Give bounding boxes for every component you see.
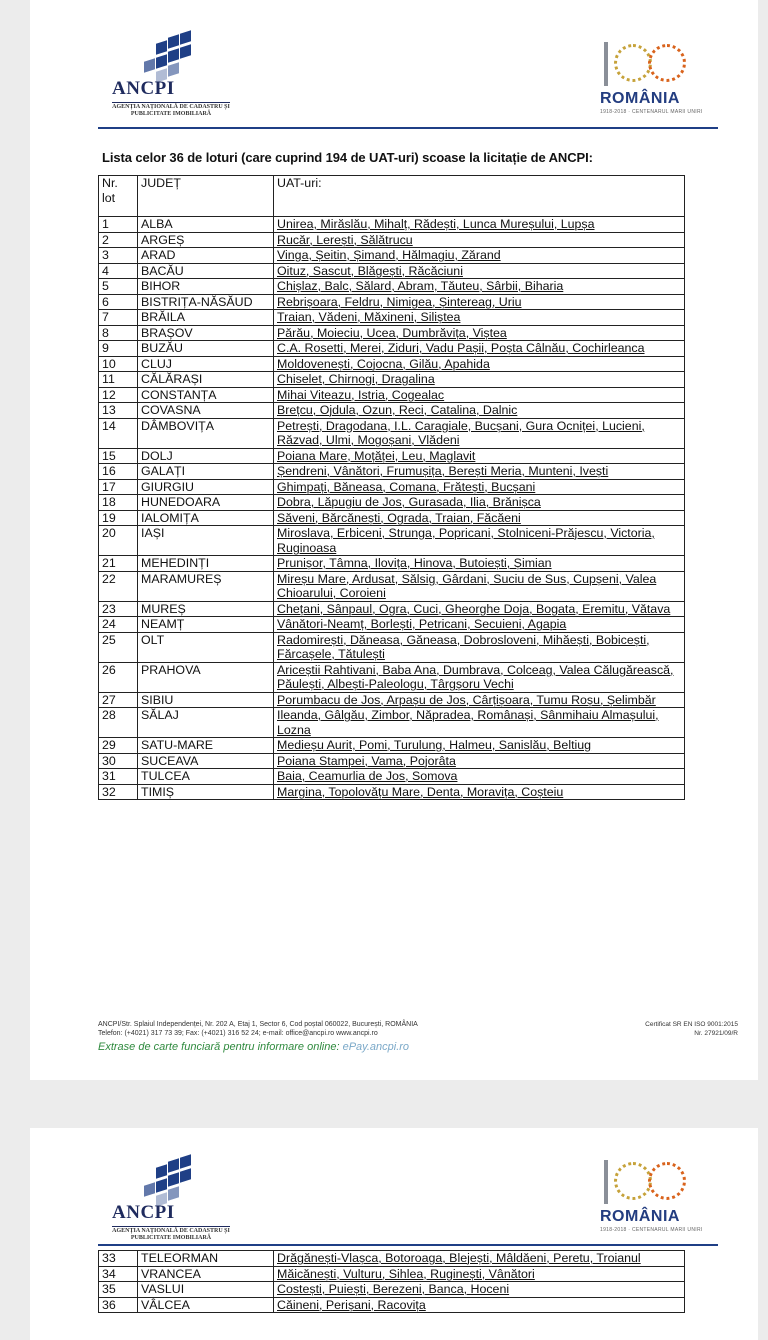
uat-list-cell: Poiana Mare, Moțăței, Leu, Maglavit: [274, 448, 685, 464]
uat-list-cell: Mireșu Mare, Ardusat, Sălsig, Gârdani, Suciu de Sus, Cupșeni, Valea Chioarului, Coroieni: [274, 571, 685, 601]
uat-list-cell: Șendreni, Vânători, Frumușița, Berești Meria, Munteni, Ivești: [274, 464, 685, 480]
footer-certificate: [608, 1020, 738, 1038]
lots-table: [98, 175, 685, 800]
lot-number-cell: 29: [99, 738, 138, 754]
county-cell: MEHEDINȚI: [138, 556, 274, 572]
lots-table-continued: [98, 1250, 685, 1313]
lot-number-cell: 13: [99, 403, 138, 419]
county-cell: DÂMBOVIȚA: [138, 418, 274, 448]
lot-number-cell: 20: [99, 526, 138, 556]
county-cell: ARAD: [138, 248, 274, 264]
table-row: [99, 1282, 685, 1298]
uat-list-cell: Dobra, Lăpugiu de Jos, Gurasada, Ilia, Brănișca: [274, 495, 685, 511]
county-cell: SATU-MARE: [138, 738, 274, 754]
ancpi-squares-icon: [142, 1154, 202, 1204]
county-cell: ALBA: [138, 217, 274, 233]
document-title: Lista celor 36 de loturi (care cuprind 194 de UAT-uri) scoase la licitație de ANCPI:: [102, 150, 593, 165]
county-cell: TELEORMAN: [138, 1251, 274, 1267]
centenary-one-mark: [604, 1160, 608, 1204]
county-cell: ARGEȘ: [138, 232, 274, 248]
table-row: [99, 341, 685, 357]
county-cell: BISTRIȚA-NĂSĂUD: [138, 294, 274, 310]
county-cell: IAȘI: [138, 526, 274, 556]
county-cell: CĂLĂRAȘI: [138, 372, 274, 388]
uat-list-cell: Prunișor, Tâmna, Ilovița, Hinova, Butoiești, Șimian: [274, 556, 685, 572]
uat-list-cell: Săveni, Bărcănești, Ograda, Traian, Făcăeni: [274, 510, 685, 526]
lot-number-cell: 1: [99, 217, 138, 233]
centenary-brand-text: ROMÂNIA: [600, 90, 680, 107]
county-cell: VÂLCEA: [138, 1297, 274, 1313]
county-cell: IALOMIȚA: [138, 510, 274, 526]
footer-epay: [98, 1043, 738, 1052]
table-row: [99, 601, 685, 617]
ancpi-logo: [112, 30, 242, 125]
lot-number-cell: 21: [99, 556, 138, 572]
table-row: [99, 708, 685, 738]
lot-number-cell: 7: [99, 310, 138, 326]
uat-list-cell: Vinga, Șeitin, Șimand, Hălmagiu, Zărand: [274, 248, 685, 264]
lot-number-cell: 28: [99, 708, 138, 738]
ancpi-logo-text: ANCPI: [112, 78, 175, 99]
table-row: [99, 279, 685, 295]
table-row: [99, 356, 685, 372]
header-lot: Nr. lot: [99, 176, 138, 217]
lot-number-cell: 9: [99, 341, 138, 357]
lot-number-cell: 16: [99, 464, 138, 480]
ancpi-logo-subtitle: AGENȚIA NAȚIONALĂ DE CADASTRU ȘI PUBLICITATE IMOBILIARĂ: [112, 1228, 230, 1241]
county-cell: CONSTANȚA: [138, 387, 274, 403]
table-row: [99, 495, 685, 511]
county-cell: GIURGIU: [138, 479, 274, 495]
uat-list-cell: Rucăr, Lerești, Sălătrucu: [274, 232, 685, 248]
county-cell: NEAMȚ: [138, 617, 274, 633]
uat-list-cell: Chișlaz, Balc, Sălard, Abram, Tăuteu, Sârbii, Biharia: [274, 279, 685, 295]
header-divider: [98, 1244, 718, 1246]
lot-number-cell: 19: [99, 510, 138, 526]
lot-number-cell: 14: [99, 418, 138, 448]
ancpi-logo-text: ANCPI: [112, 1202, 175, 1223]
county-cell: SUCEAVA: [138, 753, 274, 769]
table-row: [99, 263, 685, 279]
table-row: [99, 387, 685, 403]
table-row: [99, 632, 685, 662]
centenary-ring-icon: [614, 1162, 652, 1200]
lot-number-cell: 24: [99, 617, 138, 633]
uat-list-cell: Unirea, Mirăslău, Mihalț, Rădești, Lunca Mureșului, Lupșa: [274, 217, 685, 233]
uat-list-cell: Poiana Stampei, Vama, Pojorâta: [274, 753, 685, 769]
lot-number-cell: 27: [99, 692, 138, 708]
certificate-text: Certificat SR EN ISO 9001:2015: [645, 1021, 738, 1028]
footer-address: ANCPI/Str. Splaiul Independenței, Nr. 202 A, Etaj 1, Sector 6, Cod poștal 060022, București, ROMÂNIA: [98, 1021, 418, 1028]
county-cell: PRAHOVA: [138, 662, 274, 692]
header-uat: UAT-uri:: [274, 176, 685, 217]
lot-number-cell: 4: [99, 263, 138, 279]
header-judet: JUDEȚ: [138, 176, 274, 217]
uat-list-cell: Mihai Viteazu, Istria, Cogealac: [274, 387, 685, 403]
document-page-2: [30, 1128, 758, 1340]
lot-number-cell: 25: [99, 632, 138, 662]
lot-number-cell: 12: [99, 387, 138, 403]
county-cell: TULCEA: [138, 769, 274, 785]
uat-list-cell: Ghimpați, Băneasa, Comana, Frătești, Bucșani: [274, 479, 685, 495]
uat-list-cell: Căineni, Perișani, Racovița: [274, 1297, 685, 1313]
table-row: [99, 556, 685, 572]
county-cell: BIHOR: [138, 279, 274, 295]
centenary-subtitle: 1918-2018 · CENTENARUL MARII UNIRI: [600, 1227, 703, 1233]
header-divider: [98, 127, 718, 129]
table-row: [99, 1266, 685, 1282]
centenary-brand-text: ROMÂNIA: [600, 1208, 680, 1225]
centenary-logo: [598, 1156, 710, 1238]
document-page-1: [30, 0, 758, 1080]
uat-list-cell: Costești, Puiești, Berezeni, Banca, Hoceni: [274, 1282, 685, 1298]
uat-list-cell: Medieșu Aurit, Pomi, Turulung, Halmeu, Sanislău, Beltiug: [274, 738, 685, 754]
table-row: [99, 217, 685, 233]
table-row: [99, 510, 685, 526]
certificate-number: Nr. 27921/09/R: [694, 1030, 738, 1037]
county-cell: VASLUI: [138, 1282, 274, 1298]
lot-number-cell: 15: [99, 448, 138, 464]
uat-list-cell: Baia, Ceamurlia de Jos, Somova: [274, 769, 685, 785]
table-row: [99, 448, 685, 464]
table-row: [99, 753, 685, 769]
epay-link[interactable]: ePay.ancpi.ro: [342, 1041, 410, 1053]
uat-list-cell: Porumbacu de Jos, Arpașu de Jos, Cârțișoara, Tumu Roșu, Șelimbăr: [274, 692, 685, 708]
centenary-one-mark: [604, 42, 608, 86]
table-row: [99, 1297, 685, 1313]
table-row: [99, 372, 685, 388]
epay-text: Extrase de carte funciară pentru informare online:: [98, 1041, 340, 1053]
lot-number-cell: 8: [99, 325, 138, 341]
table-row: [99, 248, 685, 264]
footer-contact: Telefon: (+4021) 317 73 39; Fax: (+4021) 316 52 24; e-mail: office@ancpi.ro www.ancpi.ro: [98, 1030, 378, 1037]
county-cell: HUNEDOARA: [138, 495, 274, 511]
uat-list-cell: Rebrișoara, Feldru, Nimigea, Șintereag, Uriu: [274, 294, 685, 310]
table-row: [99, 571, 685, 601]
lot-number-cell: 5: [99, 279, 138, 295]
lot-number-cell: 35: [99, 1282, 138, 1298]
table-row: [99, 617, 685, 633]
lot-number-cell: 23: [99, 601, 138, 617]
lot-number-cell: 3: [99, 248, 138, 264]
table-row: [99, 479, 685, 495]
uat-list-cell: Moldovenești, Cojocna, Gilău, Apahida: [274, 356, 685, 372]
uat-list-cell: Radomirești, Dăneasa, Găneasa, Dobrosloveni, Mihăești, Bobicești, Fărcașele, Tătulești: [274, 632, 685, 662]
lot-number-cell: 10: [99, 356, 138, 372]
lot-number-cell: 32: [99, 784, 138, 800]
county-cell: BRĂILA: [138, 310, 274, 326]
lot-number-cell: 34: [99, 1266, 138, 1282]
centenary-ring-icon: [648, 44, 686, 82]
uat-list-cell: Părău, Moieciu, Ucea, Dumbrăvița, Viștea: [274, 325, 685, 341]
uat-list-cell: Vânători-Neamț, Borlești, Petricani, Secuieni, Agapia: [274, 617, 685, 633]
lot-number-cell: 33: [99, 1251, 138, 1267]
county-cell: TIMIȘ: [138, 784, 274, 800]
table-row: [99, 294, 685, 310]
table-row: [99, 738, 685, 754]
uat-list-cell: Chiselet, Chirnogi, Dragalina: [274, 372, 685, 388]
ancpi-squares-icon: [142, 30, 202, 80]
table-row: [99, 662, 685, 692]
lot-number-cell: 30: [99, 753, 138, 769]
table-row: [99, 769, 685, 785]
uat-list-cell: Traian, Vădeni, Măxineni, Siliștea: [274, 310, 685, 326]
table-row: [99, 1251, 685, 1267]
lot-number-cell: 11: [99, 372, 138, 388]
uat-list-cell: Miroslava, Erbiceni, Strunga, Popricani, Stolniceni-Prăjescu, Victoria, Ruginoasa: [274, 526, 685, 556]
uat-list-cell: Brețcu, Ojdula, Ozun, Reci, Catalina, Dalnic: [274, 403, 685, 419]
uat-list-cell: Oituz, Sascut, Blăgești, Răcăciuni: [274, 263, 685, 279]
county-cell: BRAȘOV: [138, 325, 274, 341]
uat-list-cell: Măicănești, Vulturu, Sihlea, Ruginești, Vânători: [274, 1266, 685, 1282]
table-row: [99, 310, 685, 326]
ancpi-logo-subtitle: AGENȚIA NAȚIONALĂ DE CADASTRU ȘI PUBLICITATE IMOBILIARĂ: [112, 104, 230, 117]
uat-list-cell: Ileanda, Gâlgău, Zimbor, Năpradea, Românași, Sânmihaiu Almașului, Lozna: [274, 708, 685, 738]
county-cell: COVASNA: [138, 403, 274, 419]
county-cell: OLT: [138, 632, 274, 662]
lot-number-cell: 6: [99, 294, 138, 310]
uat-list-cell: C.A. Rosetti, Merei, Ziduri, Vadu Pașii, Poșta Câlnău, Cochirleanca: [274, 341, 685, 357]
lot-number-cell: 17: [99, 479, 138, 495]
lot-number-cell: 18: [99, 495, 138, 511]
uat-list-cell: Chețani, Sânpaul, Ogra, Cuci, Gheorghe Doja, Bogata, Eremitu, Vătava: [274, 601, 685, 617]
page-footer: [98, 1020, 738, 1052]
lot-number-cell: 26: [99, 662, 138, 692]
centenary-ring-icon: [614, 44, 652, 82]
uat-list-cell: Margina, Topolovățu Mare, Denta, Moravița, Coșteiu: [274, 784, 685, 800]
table-header-row: [99, 176, 685, 217]
lot-number-cell: 22: [99, 571, 138, 601]
lot-number-cell: 2: [99, 232, 138, 248]
county-cell: SIBIU: [138, 692, 274, 708]
table-row: [99, 403, 685, 419]
table-row: [99, 784, 685, 800]
ancpi-logo: [112, 1154, 242, 1249]
county-cell: MARAMUREȘ: [138, 571, 274, 601]
uat-list-cell: Drăgănești-Vlașca, Botoroaga, Blejești, Mâldăeni, Peretu, Troianul: [274, 1251, 685, 1267]
county-cell: CLUJ: [138, 356, 274, 372]
county-cell: DOLJ: [138, 448, 274, 464]
table-row: [99, 464, 685, 480]
uat-list-cell: Petrești, Dragodana, I.L. Caragiale, Bucșani, Gura Ocniței, Lucieni, Răzvad, Ulmi, Mogoșani, Vlădeni: [274, 418, 685, 448]
county-cell: VRANCEA: [138, 1266, 274, 1282]
centenary-ring-icon: [648, 1162, 686, 1200]
centenary-logo: [598, 38, 710, 120]
county-cell: BACĂU: [138, 263, 274, 279]
lot-number-cell: 31: [99, 769, 138, 785]
centenary-subtitle: 1918-2018 · CENTENARUL MARII UNIRI: [600, 109, 703, 115]
table-row: [99, 692, 685, 708]
county-cell: SĂLAJ: [138, 708, 274, 738]
table-row: [99, 526, 685, 556]
county-cell: GALAȚI: [138, 464, 274, 480]
uat-list-cell: Ariceștii Rahtivani, Baba Ana, Dumbrava, Colceag, Valea Călugărească, Păulești, Albești-Paleologu, Târgșoru Vechi: [274, 662, 685, 692]
table-row: [99, 232, 685, 248]
table-row: [99, 418, 685, 448]
county-cell: BUZĂU: [138, 341, 274, 357]
table-row: [99, 325, 685, 341]
county-cell: MUREȘ: [138, 601, 274, 617]
lot-number-cell: 36: [99, 1297, 138, 1313]
